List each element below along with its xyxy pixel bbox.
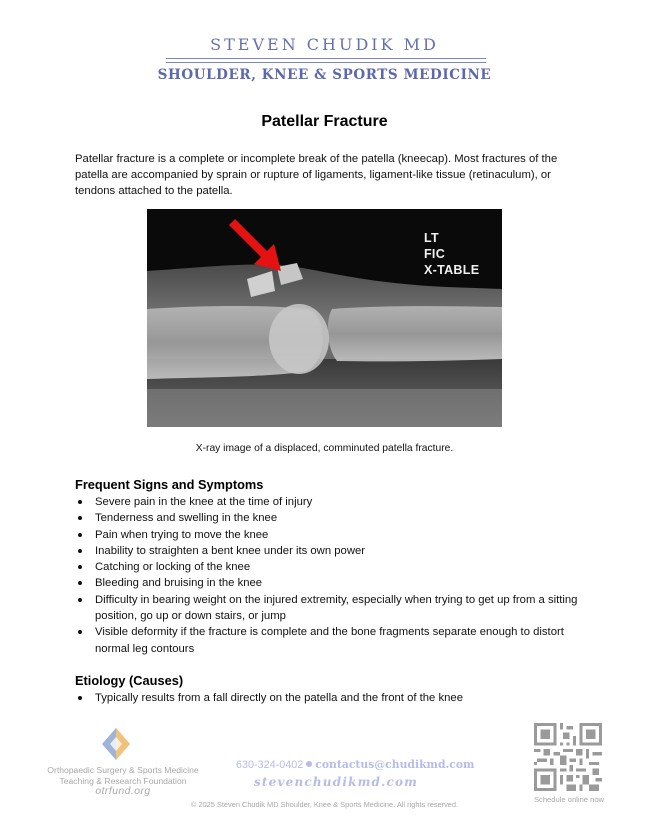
symptoms-list <box>75 494 585 657</box>
email-link[interactable]: contactus@chudikmd.com <box>315 758 475 771</box>
list-item: Severe pain in the knee at the time of injury <box>75 494 585 510</box>
phone-number[interactable]: 630-324-0402 <box>236 759 304 771</box>
xray-label-xtable: X-TABLE <box>424 263 480 277</box>
foundation-name <box>40 765 206 787</box>
foundation-name-line2: Teaching & Research Foundation <box>59 775 187 786</box>
list-item: Catching or locking of the knee <box>75 559 585 575</box>
xray-label-lt: LT <box>424 231 439 245</box>
separator-dot-icon <box>306 761 312 767</box>
letterhead <box>0 34 649 83</box>
etiology-heading: Etiology (Causes) <box>75 673 184 688</box>
etiology-list <box>75 690 585 706</box>
xray-illustration <box>147 209 502 427</box>
xray-label-fic: FIC <box>424 247 446 261</box>
practice-name: STEVEN CHUDIK MD <box>210 35 439 54</box>
image-caption: X-ray image of a displaced, comminuted patella fracture. <box>195 443 454 454</box>
list-item: Difficulty in bearing weight on the injured extremity, especially when trying to get up from a sitting position, go up or down stairs, or jump <box>75 592 585 625</box>
page-title: Patellar Fracture <box>261 113 388 130</box>
qr-code-icon[interactable] <box>534 723 602 791</box>
practice-subtitle: SHOULDER, KNEE & SPORTS MEDICINE <box>157 67 492 83</box>
list-item: Tenderness and swelling in the knee <box>75 510 585 526</box>
contact-line <box>236 758 474 771</box>
header-rule-top <box>166 58 486 59</box>
foundation-logo <box>96 726 136 762</box>
qr-label: Schedule online now <box>533 795 605 804</box>
xray-image <box>147 209 502 427</box>
foundation-name-line1: Orthopaedic Surgery & Sports Medicine <box>47 765 199 775</box>
symptoms-heading: Frequent Signs and Symptoms <box>75 477 264 492</box>
header-rule-bottom <box>166 62 486 63</box>
foundation-url[interactable]: otrfund.org <box>95 786 151 797</box>
intro-paragraph: Patellar fracture is a complete or incomplete break of the patella (kneecap). Most fractures of the patella are accompanied by sprain or rupture of ligaments, ligament-like tissue (retinaculum), or tendons attached to the patella. <box>75 153 558 198</box>
copyright: © 2025 Steven Chudik MD Shoulder, Knee & Sports Medicine. All rights reserved. <box>190 800 459 809</box>
list-item: Pain when trying to move the knee <box>75 527 585 543</box>
website-link[interactable]: stevenchudikmd.com <box>253 775 419 789</box>
list-item: Bleeding and bruising in the knee <box>75 575 585 591</box>
list-item: Typically results from a fall directly on the patella and the front of the knee <box>75 690 585 706</box>
list-item: Inability to straighten a bent knee under its own power <box>75 543 585 559</box>
list-item: Visible deformity if the fracture is complete and the bone fragments separate enough to distort normal leg contours <box>75 624 585 657</box>
